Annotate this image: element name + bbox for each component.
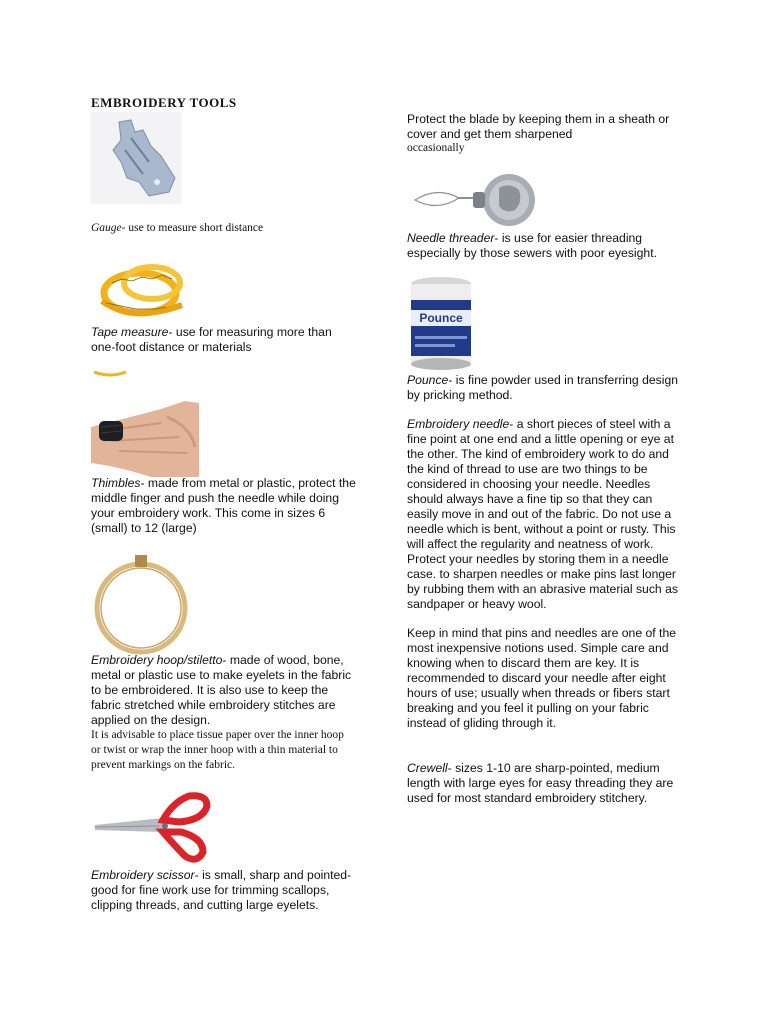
pounce-label: Pounce <box>419 311 463 325</box>
gauge-image <box>91 112 181 204</box>
threader-text: Needle threader- is use for easier threading especially by those sewers with poor eyesight. <box>407 231 657 260</box>
needle-threader-image <box>413 172 537 228</box>
blade-text: Protect the blade by keeping them in a sheath or cover and get them sharpened <box>407 112 670 141</box>
page-title: EMBROIDERY TOOLS <box>91 95 237 110</box>
hoop-text: Embroidery hoop/stiletto- made of wood, bone, metal or plastic use to make eyelets in the fabric to be embroidered. It is also use to keep the fabric stretched while embroidery stitches are applied on the design. <box>91 653 352 727</box>
blade-text-tail: occasionally <box>407 142 465 154</box>
hoop-image <box>91 553 191 655</box>
crewell-text: Crewell- sizes 1-10 are sharp-pointed, medium length with large eyes for easy threading they are used for most standard embroidery stitchery. <box>407 761 674 805</box>
tape-fragment <box>92 370 132 378</box>
hoop-note: It is advisable to place tissue paper over the inner hoop or twist or wrap the inner hoop with a thin material to prevent markings on the fabric. <box>91 729 344 771</box>
scissor-text: Embroidery scissor- is small, sharp and pointed-good for fine work use for trimming scallops, clipping threads, and cutting large eyelets. <box>91 868 352 912</box>
tape-measure-image <box>92 253 194 325</box>
tape-measure-text: Tape measure- use for measuring more than one-foot distance or materials <box>91 325 332 354</box>
thimble-image <box>91 387 199 477</box>
scissor-image <box>93 788 213 868</box>
needle-text: Embroidery needle- a short pieces of steel with a fine point at one end and a little opening or eye at the other. The kind of embroidery work to do and the kind of thread to use are two things to be considered in choosing your needle. Needles should always have a fine tip so that they can easily move in and out of the fabric. Do not use a needle which is bent, without a point or rusty. This will affect the regularity and neatness of work. Protect your needles by storing them in a needle case. to sharpen needles or make pins last longer by rubbing them with an abrasive material such as sandpaper or heavy wool. <box>407 417 678 611</box>
pounce-can-image <box>409 276 475 372</box>
pounce-text: Pounce- is fine powder used in transferring design by pricking method. <box>407 373 678 402</box>
needle-para2: Keep in mind that pins and needles are one of the most inexpensive notions used. Simple care and knowing when to discard them are key. It is recommended to discard your needle after eight hours of use; usually when threads or fibers start breaking and you feel it pulling on your fabric instead of gliding through it. <box>407 626 676 730</box>
thimbles-text: Thimbles- made from metal or plastic, protect the middle finger and push the needle while doing your embroidery work. This come in sizes 6 (small) to 12 (large) <box>91 476 356 535</box>
gauge-text: Gauge- use to measure short distance <box>91 222 264 234</box>
